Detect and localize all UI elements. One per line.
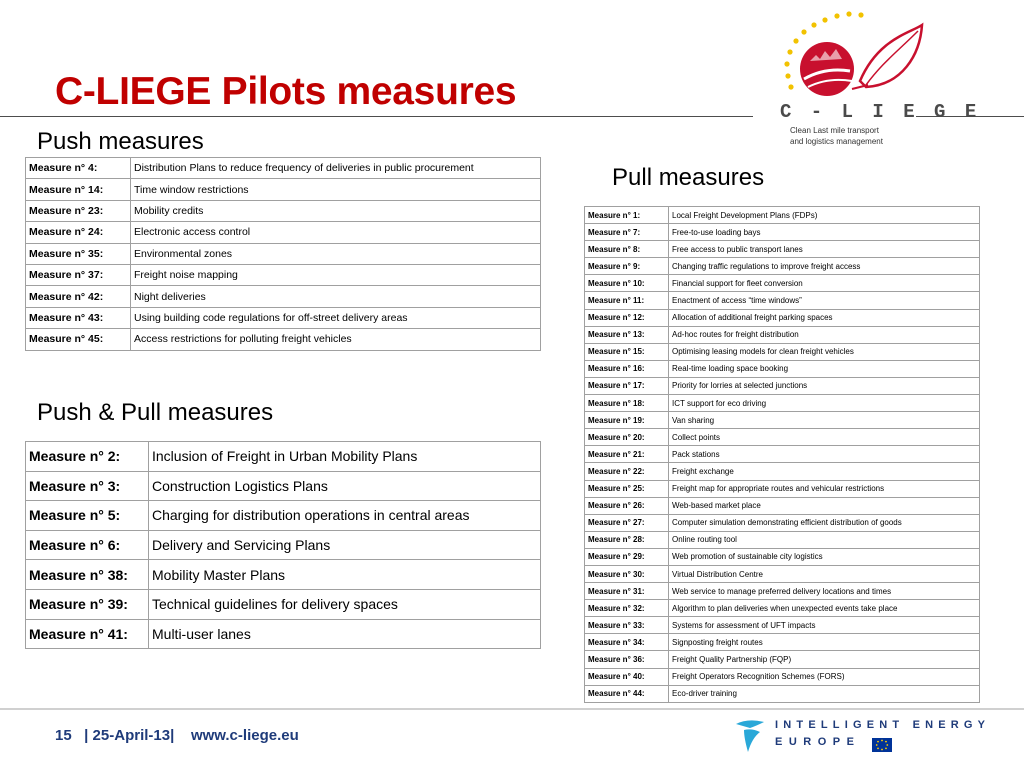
table-row xyxy=(585,514,980,531)
iee-text-line-1: INTELLIGENT ENERGY xyxy=(775,719,991,731)
table-row xyxy=(585,429,980,446)
table-row xyxy=(26,243,541,264)
measure-number: Measure n° 34: xyxy=(585,634,669,651)
table-row xyxy=(26,179,541,200)
measure-description: Charging for distribution operations in central areas xyxy=(149,501,541,531)
measure-description: Real-time loading space booking xyxy=(669,360,980,377)
measure-description: Distribution Plans to reduce frequency of deliveries in public procurement xyxy=(131,158,541,179)
brand-tagline-line-1: Clean Last mile transport xyxy=(790,126,879,135)
eu-flag-icon xyxy=(872,738,892,752)
table-row xyxy=(585,685,980,702)
measure-number: Measure n° 43: xyxy=(26,307,131,328)
measure-description: Web service to manage preferred delivery locations and times xyxy=(669,583,980,600)
measure-description: Eco-driver training xyxy=(669,685,980,702)
table-row xyxy=(585,360,980,377)
measure-number: Measure n° 45: xyxy=(26,329,131,350)
measure-number: Measure n° 18: xyxy=(585,395,669,412)
measure-description: Freight map for appropriate routes and vehicular restrictions xyxy=(669,480,980,497)
table-row xyxy=(585,600,980,617)
table-row xyxy=(585,377,980,394)
brand-tagline xyxy=(790,125,920,147)
measure-description: Optimising leasing models for clean freight vehicles xyxy=(669,343,980,360)
measure-description: Computer simulation demonstrating efficient distribution of goods xyxy=(669,514,980,531)
page-title: C-LIEGE Pilots measures xyxy=(55,70,517,113)
measure-description: Systems for assessment of UFT impacts xyxy=(669,617,980,634)
table-row xyxy=(585,531,980,548)
measure-number: Measure n° 40: xyxy=(585,668,669,685)
pull-measures-heading: Pull measures xyxy=(612,164,765,191)
table-row xyxy=(585,292,980,309)
measure-description: Ad-hoc routes for freight distribution xyxy=(669,326,980,343)
measure-number: Measure n° 25: xyxy=(585,480,669,497)
measure-number: Measure n° 44: xyxy=(585,685,669,702)
table-row xyxy=(26,307,541,328)
table-row xyxy=(26,286,541,307)
table-row xyxy=(585,241,980,258)
measure-number: Measure n° 35: xyxy=(26,243,131,264)
measure-number: Measure n° 32: xyxy=(585,600,669,617)
table-row xyxy=(26,200,541,221)
measure-number: Measure n° 41: xyxy=(26,619,149,649)
measure-description: Virtual Distribution Centre xyxy=(669,565,980,582)
measure-number: Measure n° 6: xyxy=(26,530,149,560)
measure-number: Measure n° 10: xyxy=(585,275,669,292)
table-row xyxy=(26,619,541,649)
measure-description: Signposting freight routes xyxy=(669,634,980,651)
table-row xyxy=(26,264,541,285)
table-row xyxy=(585,309,980,326)
table-row xyxy=(585,395,980,412)
measure-description: ICT support for eco driving xyxy=(669,395,980,412)
measure-number: Measure n° 31: xyxy=(585,583,669,600)
measure-number: Measure n° 4: xyxy=(26,158,131,179)
measure-number: Measure n° 24: xyxy=(26,222,131,243)
measure-number: Measure n° 28: xyxy=(585,531,669,548)
measure-description: Freight Quality Partnership (FQP) xyxy=(669,651,980,668)
measure-number: Measure n° 8: xyxy=(585,241,669,258)
measure-number: Measure n° 3: xyxy=(26,471,149,501)
measure-description: Multi-user lanes xyxy=(149,619,541,649)
measure-number: Measure n° 26: xyxy=(585,497,669,514)
measure-description: Construction Logistics Plans xyxy=(149,471,541,501)
push-pull-measures-heading: Push & Pull measures xyxy=(37,399,274,426)
title-underline-left xyxy=(0,116,753,117)
table-row xyxy=(26,158,541,179)
measure-number: Measure n° 7: xyxy=(585,224,669,241)
measure-number: Measure n° 17: xyxy=(585,377,669,394)
measure-description: Freight Operators Recognition Schemes (FORS) xyxy=(669,668,980,685)
measure-number: Measure n° 30: xyxy=(585,565,669,582)
table-row xyxy=(26,471,541,501)
measure-description: Mobility Master Plans xyxy=(149,560,541,590)
table-row xyxy=(585,565,980,582)
measure-description: Enactment of access “time windows” xyxy=(669,292,980,309)
measure-number: Measure n° 20: xyxy=(585,429,669,446)
measure-description: Technical guidelines for delivery spaces xyxy=(149,589,541,619)
table-row xyxy=(585,446,980,463)
table-row xyxy=(26,501,541,531)
measure-number: Measure n° 21: xyxy=(585,446,669,463)
measure-description: Van sharing xyxy=(669,412,980,429)
measure-description: Time window restrictions xyxy=(131,179,541,200)
table-row xyxy=(585,275,980,292)
measure-description: Priority for lorries at selected junctions xyxy=(669,377,980,394)
table-row xyxy=(26,589,541,619)
table-row xyxy=(585,326,980,343)
measure-description: Free-to-use loading bays xyxy=(669,224,980,241)
table-row xyxy=(26,222,541,243)
measure-number: Measure n° 23: xyxy=(26,200,131,221)
measure-description: Inclusion of Freight in Urban Mobility Plans xyxy=(149,442,541,472)
measure-description: Environmental zones xyxy=(131,243,541,264)
measure-number: Measure n° 37: xyxy=(26,264,131,285)
table-row xyxy=(585,258,980,275)
table-row xyxy=(585,343,980,360)
measure-description: Changing traffic regulations to improve freight access xyxy=(669,258,980,275)
table-row xyxy=(26,560,541,590)
push-measures-heading: Push measures xyxy=(37,128,204,155)
measure-description: Web-based market place xyxy=(669,497,980,514)
measure-description: Free access to public transport lanes xyxy=(669,241,980,258)
measure-number: Measure n° 36: xyxy=(585,651,669,668)
measure-description: Electronic access control xyxy=(131,222,541,243)
table-row xyxy=(26,530,541,560)
measure-number: Measure n° 13: xyxy=(585,326,669,343)
measure-number: Measure n° 5: xyxy=(26,501,149,531)
measure-number: Measure n° 29: xyxy=(585,548,669,565)
measure-description: Algorithm to plan deliveries when unexpected events take place xyxy=(669,600,980,617)
measure-number: Measure n° 16: xyxy=(585,360,669,377)
measure-number: Measure n° 27: xyxy=(585,514,669,531)
measure-description: Web promotion of sustainable city logistics xyxy=(669,548,980,565)
table-row xyxy=(585,480,980,497)
footer-slide-info: 15 | 25-April-13| www.c-liege.eu xyxy=(55,727,299,744)
measure-description: Freight exchange xyxy=(669,463,980,480)
measure-number: Measure n° 1: xyxy=(585,207,669,224)
measure-description: Collect points xyxy=(669,429,980,446)
table-row xyxy=(585,497,980,514)
measure-description: Night deliveries xyxy=(131,286,541,307)
measure-number: Measure n° 2: xyxy=(26,442,149,472)
measure-number: Measure n° 38: xyxy=(26,560,149,590)
table-row xyxy=(26,442,541,472)
measure-number: Measure n° 33: xyxy=(585,617,669,634)
measure-description: Pack stations xyxy=(669,446,980,463)
measure-description: Financial support for fleet conversion xyxy=(669,275,980,292)
pull-measures-table xyxy=(584,206,980,703)
measure-description: Allocation of additional freight parking spaces xyxy=(669,309,980,326)
measure-description: Freight noise mapping xyxy=(131,264,541,285)
measure-description: Using building code regulations for off-street delivery areas xyxy=(131,307,541,328)
footer-divider xyxy=(0,708,1024,710)
table-row xyxy=(585,651,980,668)
measure-number: Measure n° 15: xyxy=(585,343,669,360)
table-row xyxy=(585,463,980,480)
measure-number: Measure n° 11: xyxy=(585,292,669,309)
measure-number: Measure n° 19: xyxy=(585,412,669,429)
table-row xyxy=(585,583,980,600)
measure-number: Measure n° 9: xyxy=(585,258,669,275)
measure-number: Measure n° 22: xyxy=(585,463,669,480)
table-row xyxy=(585,412,980,429)
measure-number: Measure n° 12: xyxy=(585,309,669,326)
brand-tagline-line-2: and logistics management xyxy=(790,137,883,146)
measure-description: Online routing tool xyxy=(669,531,980,548)
table-row xyxy=(585,634,980,651)
measure-number: Measure n° 39: xyxy=(26,589,149,619)
table-row xyxy=(585,617,980,634)
push-pull-measures-table xyxy=(25,441,541,649)
measure-description: Mobility credits xyxy=(131,200,541,221)
measure-description: Access restrictions for polluting freight vehicles xyxy=(131,329,541,350)
push-measures-table xyxy=(25,157,541,351)
measure-description: Local Freight Development Plans (FDPs) xyxy=(669,207,980,224)
iee-text-line-2: EUROPE xyxy=(775,736,861,748)
table-row xyxy=(26,329,541,350)
measure-number: Measure n° 42: xyxy=(26,286,131,307)
table-row xyxy=(585,548,980,565)
table-row xyxy=(585,207,980,224)
table-row xyxy=(585,668,980,685)
table-row xyxy=(585,224,980,241)
measure-number: Measure n° 14: xyxy=(26,179,131,200)
brand-name: C - L I E G E xyxy=(780,101,981,123)
measure-description: Delivery and Servicing Plans xyxy=(149,530,541,560)
